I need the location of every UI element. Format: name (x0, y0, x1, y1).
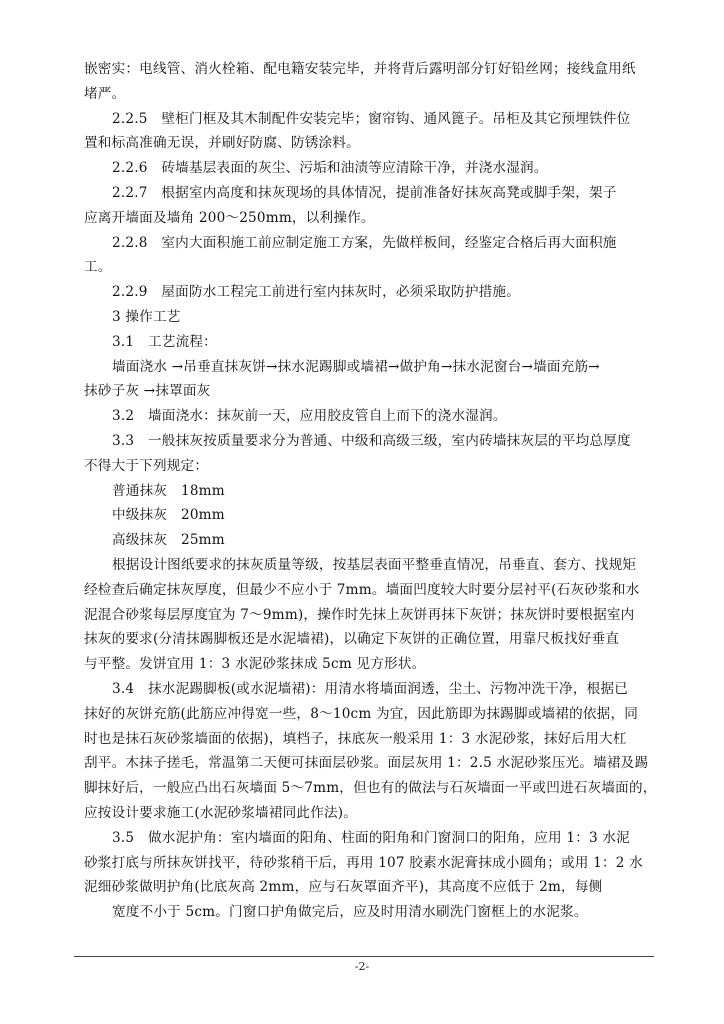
text-line: 高级抹灰 25mm (112, 532, 225, 549)
footer-divider (74, 956, 654, 957)
text-line: 应离开墙面及墙角 200～250mm，以利操作。 (84, 209, 375, 226)
text-line: 中级抹灰 20mm (112, 507, 225, 524)
text-line: 应按设计要求施工(水泥砂浆墙裙同此作法)。 (84, 804, 358, 821)
text-line: 根据设计图纸要求的抹灰质量等级，按基层表面平整垂直情况，吊垂直、套方、找规矩 (112, 556, 637, 573)
text-line: 2.2.7 根据室内高度和抹灰现场的具体情况，提前准备好抹灰高凳或脚手架，架子 (112, 184, 617, 201)
text-line: 3.1 工艺流程： (112, 333, 217, 350)
text-line: 2.2.9 屋面防水工程完工前进行室内抹灰时，必须采取防护措施。 (112, 284, 521, 301)
text-line: 刮平。木抹子搓毛，常温第二天便可抹面层砂浆。面层灰用 1：2.5 水泥砂浆压光。墙裙及踢 (84, 755, 649, 772)
text-line: 3.3 一般抹灰按质量要求分为普通、中级和高级三级，室内砖墙抹灰层的平均总厚度 (112, 432, 631, 449)
text-line: 堵严。 (84, 85, 126, 102)
text-line: 3.5 做水泥护角：室内墙面的阳角、柱面的阳角和门窗洞口的阳角，应用 1：3 水泥 (112, 829, 630, 846)
text-line: 工。 (84, 259, 112, 276)
text-line: 脚抹好后，一般应凸出石灰墙面 5～7mm，但也有的做法与石灰墙面一平或凹进石灰墙面的， (84, 780, 657, 797)
text-line: 与平整。发饼宜用 1：3 水泥砂浆抹成 5cm 见方形状。 (84, 656, 426, 673)
text-line: 泥细砂浆做明护角(比底灰高 2mm，应与石灰罩面齐平)，其高度不应低于 2m，每侧 (84, 879, 603, 896)
body-text (84, 57, 660, 925)
text-line: 宽度不小于 5cm。门窗口护角做完后，应及时用清水刷洗门窗框上的水泥浆。 (112, 904, 588, 921)
text-line: 3.2 墙面浇水：抹灰前一天，应用胶皮管自上而下的浇水湿润。 (112, 408, 507, 425)
text-line: 置和标高准确无误，并刷好防腐、防锈涂料。 (84, 135, 360, 152)
text-line: 3.4 抹水泥踢脚板(或水泥墙裙)：用清水将墙面润透，尘土、污物冲洗干净，根据已 (112, 680, 629, 697)
text-line: 抹好的灰饼充筋(此筋应冲得宽一些，8～10cm 为宜，因此筋即为抹踢脚或墙裙的依据，同 (84, 705, 639, 722)
text-line: 墙面浇水 →吊垂直抹灰饼→抹水泥踢脚或墙裙→做护角→抹水泥窗台→墙面充筋→ (112, 358, 600, 375)
text-line: 3 操作工艺 (112, 308, 181, 325)
text-line: 抹灰的要求(分清抹踢脚板还是水泥墙裙)，以确定下灰饼的正确位置，用靠尺板找好垂直 (84, 631, 620, 648)
text-line: 2.2.5 壁柜门框及其木制配件安装完毕；窗帘钩、通风篦子。吊柜及其它预埋铁件位 (112, 110, 631, 127)
text-line: 普通抹灰 18mm (112, 482, 225, 499)
text-line: 2.2.8 室内大面积施工前应制定施工方案，先做样板间，经鉴定合格后再大面积施 (112, 234, 617, 251)
page-number: -2- (354, 960, 370, 973)
text-line: 2.2.6 砖墙基层表面的灰尘、污垢和油渍等应清除干净，并浇水湿润。 (112, 160, 548, 177)
text-line: 不得大于下列规定： (84, 457, 209, 474)
text-line: 砂浆打底与所抹灰饼找平，待砂浆稍干后，再用 107 胶素水泥膏抹成小圆角；或用 1：2 水 (84, 854, 643, 871)
text-line: 嵌密实：电线管、消火栓箱、配电籍安装完毕，并将背后露明部分钉好铅丝网；接线盒用纸 (84, 61, 636, 77)
text-line: 泥混合砂浆每层厚度宜为 7～9mm)，操作时先抹上灰饼再抹下灰饼；抹灰饼时要根据室内 (84, 606, 635, 623)
text-line: 抹砂子灰 →抹罩面灰 (84, 383, 211, 400)
text-line: 时也是抹石灰砂浆墙面的依据)，填档子，抹底灰一般采用 1：3 水泥砂浆，抹好后用大杠 (84, 730, 627, 747)
text-line: 经检查后确定抹灰厚度，但最少不应小于 7mm。墙面凹度较大时要分层衬平(石灰砂浆和水 (84, 581, 640, 598)
